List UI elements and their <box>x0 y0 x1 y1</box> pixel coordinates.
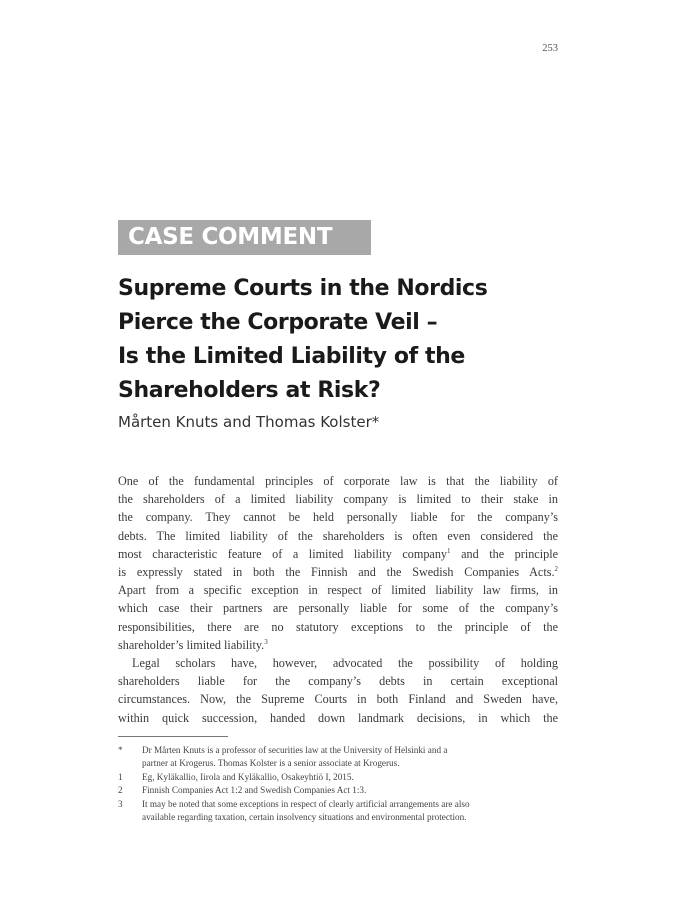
footnote-3 <box>118 798 558 825</box>
body-line: Apart from a specific exception in respect of limited liability law firms, in <box>118 583 558 598</box>
footnote-ref: 2 <box>554 564 558 573</box>
body-line: Legal scholars have, however, advocated the possibility of holding <box>132 656 558 671</box>
title-line: Is the Limited Liability of the <box>118 344 465 369</box>
footnotes <box>118 744 558 824</box>
body-text-segment: most characteristic feature of a limited liability company <box>118 546 448 561</box>
body-line: the shareholders of a limited liability company is limited to their stake in <box>118 492 558 507</box>
title-line: Shareholders at Risk? <box>118 378 381 403</box>
body-line <box>118 545 558 563</box>
body-text <box>118 472 558 727</box>
body-line: shareholders liable for the company’s debts in certain exceptional <box>118 674 558 689</box>
body-line: responsibilities, there are no statutory exceptions to the principle of the <box>118 619 558 634</box>
page-number: 253 <box>542 43 558 54</box>
body-line: within quick succession, handed down landmark decisions, in which the <box>118 710 558 725</box>
body-line <box>118 563 558 581</box>
title-line: Pierce the Corporate Veil – <box>118 310 438 335</box>
body-line <box>118 636 558 654</box>
title-line: Supreme Courts in the Nordics <box>118 276 488 301</box>
body-line: circumstances. Now, the Supreme Courts in both Finland and Sweden have, <box>118 692 558 707</box>
body-text-segment: and the principle <box>450 546 558 561</box>
footnote-mark: 1 <box>118 771 123 782</box>
section-label: CASE COMMENT <box>118 220 371 255</box>
footnote-author <box>118 744 558 771</box>
footnote-mark: 2 <box>118 785 123 796</box>
footnote-line: Dr Mårten Knuts is a professor of securities law at the University of Helsinki and a <box>142 745 448 755</box>
footnote-divider <box>118 736 228 737</box>
body-text-segment: shareholder’s limited liability. <box>118 637 265 652</box>
body-line: which case their partners are personally liable for some of the company’s <box>118 601 558 616</box>
footnote-ref: 3 <box>264 637 268 646</box>
footnote-mark: 3 <box>118 798 123 809</box>
authors: Mårten Knuts and Thomas Kolster* <box>118 413 380 431</box>
body-line: debts. The limited liability of the shareholders is often even considered the <box>118 528 558 543</box>
footnote-mark: * <box>118 745 123 755</box>
footnote-1 <box>118 771 558 784</box>
footnote-line: available regarding taxation, certain insolvency situations and environmental protection. <box>142 812 467 823</box>
footnote-text <box>142 744 558 771</box>
footnote-line: It may be noted that some exceptions in respect of clearly artificial arrangements are also <box>142 798 470 809</box>
article-title <box>118 272 578 408</box>
footnote-ref: 1 <box>447 546 451 555</box>
footnote-text: Finnish Companies Act 1:2 and Swedish Companies Act 1:3. <box>142 785 367 796</box>
footnote-text <box>142 798 558 825</box>
footnote-text: Eg, Kyläkallio, Iirola and Kyläkallio, Osakeyhtiö I, 2015. <box>142 771 354 782</box>
footnote-2 <box>118 784 558 797</box>
body-line: the company. They cannot be held personally liable for the company’s <box>118 510 558 525</box>
footnote-line: partner at Krogerus. Thomas Kolster is a senior associate at Krogerus. <box>142 758 400 769</box>
body-line: One of the fundamental principles of corporate law is that the liability of <box>118 474 558 488</box>
body-text-segment: is expressly stated in both the Finnish and the Swedish Companies Acts. <box>118 565 555 580</box>
